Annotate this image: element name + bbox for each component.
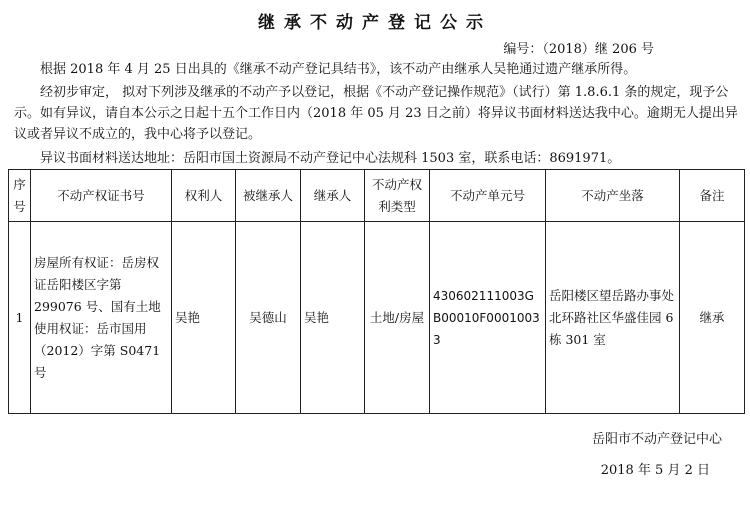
cell-heir: 吴艳 (301, 222, 365, 414)
document-number: 编号：（2018）继 206 号 (503, 42, 654, 57)
cell-cert: 房屋所有权证：岳房权证岳阳楼区字第 299076 号、国有土地使用权证：岳市国用（2012）字第 S0471 号 (31, 222, 172, 414)
paragraph-inheritance-basis: 根据 2018 年 4 月 25 日出具的《继承不动产登记具结书》，该不动产由继承人吴艳通过遗产继承所得。 (40, 62, 637, 77)
cell-right-type: 土地/房屋 (365, 222, 430, 414)
table-row (9, 222, 745, 414)
issue-date: 2018 年 5 月 2 日 (600, 463, 710, 478)
header-unit-no: 不动产单元号 (430, 170, 546, 222)
table-header-row (9, 170, 745, 222)
cell-owner: 吴艳 (172, 222, 236, 414)
header-heir: 继承人 (301, 170, 365, 222)
cell-seq: 1 (9, 222, 31, 414)
header-decedent: 被继承人 (236, 170, 301, 222)
issuer-signature: 岳阳市不动产登记中心 (591, 432, 722, 447)
header-note: 备注 (680, 170, 745, 222)
page-title: 继承不动产登记公示 (258, 13, 492, 33)
cell-unit-no: 430602111003GB00010F00010033 (430, 222, 546, 414)
property-table (8, 169, 745, 414)
cell-decedent: 吴德山 (236, 222, 301, 414)
cell-note: 继承 (680, 222, 745, 414)
header-right-type: 不动产权利类型 (365, 170, 430, 222)
header-owner: 权利人 (172, 170, 236, 222)
header-cert: 不动产权证书号 (31, 170, 172, 222)
header-seq: 序号 (9, 170, 31, 222)
cell-location: 岳阳楼区望岳路办事处北环路社区华盛佳园 6 栋 301 室 (546, 222, 680, 414)
paragraph-objection-address: 异议书面材料送达地址：岳阳市国土资源局不动产登记中心法规科 1503 室，联系电话：8691971。 (40, 151, 621, 166)
header-location: 不动产坐落 (546, 170, 680, 222)
paragraph-publicity-notice: 经初步审定， 拟对下列涉及继承的不动产予以登记，根据《不动产登记操作规范》（试行）第 1.8.6.1 条的规定，现予公示。如有异议，请自本公示之日起十五个工作日内（2018 年 05 月 23 日之前）将异议书面材料送达我中心。逾期无人提出异议或者异议不成立的，我中心将予以登记。 (14, 85, 738, 142)
